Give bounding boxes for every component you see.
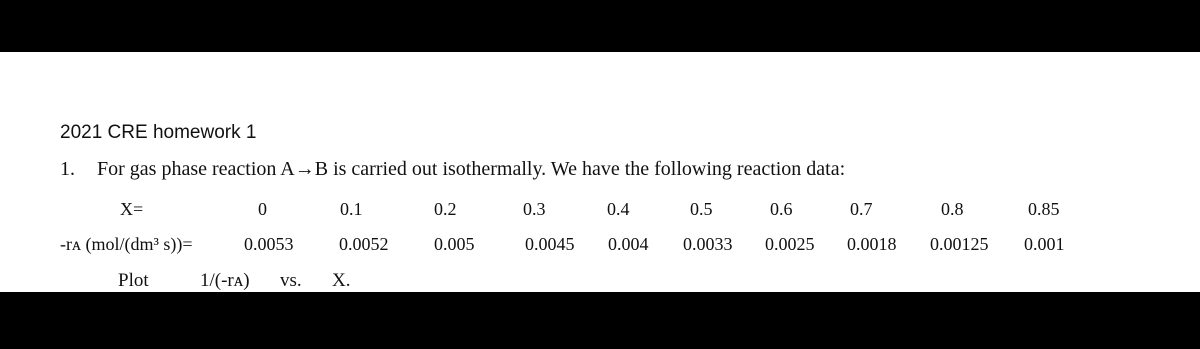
rate-value: 0.004 <box>608 234 649 254</box>
x-value: 0.1 <box>340 199 363 219</box>
x-value: 0.85 <box>1028 199 1060 219</box>
problem-text: For gas phase reaction A→B is carried out isothermally. We have the following reaction data: <box>97 158 846 180</box>
problem-number: 1. <box>60 158 75 180</box>
x-value: 0.5 <box>690 199 713 219</box>
rate-value: 0.0033 <box>683 234 733 254</box>
document-page <box>0 52 1200 292</box>
x-value: 0.6 <box>770 199 793 219</box>
rate-value: 0.005 <box>434 234 475 254</box>
rate-row-label: -rᴀ (mol/(dm³ s))= <box>60 234 193 254</box>
x-value: 0.2 <box>434 199 457 219</box>
plot-variable: X. <box>332 270 351 291</box>
rate-value: 0.0045 <box>525 234 575 254</box>
x-value: 0.8 <box>941 199 964 219</box>
problem-statement <box>60 158 845 181</box>
rate-value: 0.00125 <box>930 234 989 254</box>
rate-value: 0.0053 <box>244 234 294 254</box>
x-value: 0.4 <box>607 199 630 219</box>
x-value: 0 <box>258 199 267 219</box>
rate-value: 0.001 <box>1024 234 1065 254</box>
x-row-label: X= <box>120 199 144 219</box>
homework-title: 2021 CRE homework 1 <box>60 122 257 143</box>
plot-vs: vs. <box>280 270 302 291</box>
plot-word: Plot <box>118 270 149 291</box>
x-value: 0.7 <box>850 199 873 219</box>
x-value: 0.3 <box>523 199 546 219</box>
rate-value: 0.0052 <box>339 234 389 254</box>
plot-expression: 1/(-rᴀ) <box>200 270 250 291</box>
rate-value: 0.0025 <box>765 234 815 254</box>
rate-value: 0.0018 <box>847 234 897 254</box>
